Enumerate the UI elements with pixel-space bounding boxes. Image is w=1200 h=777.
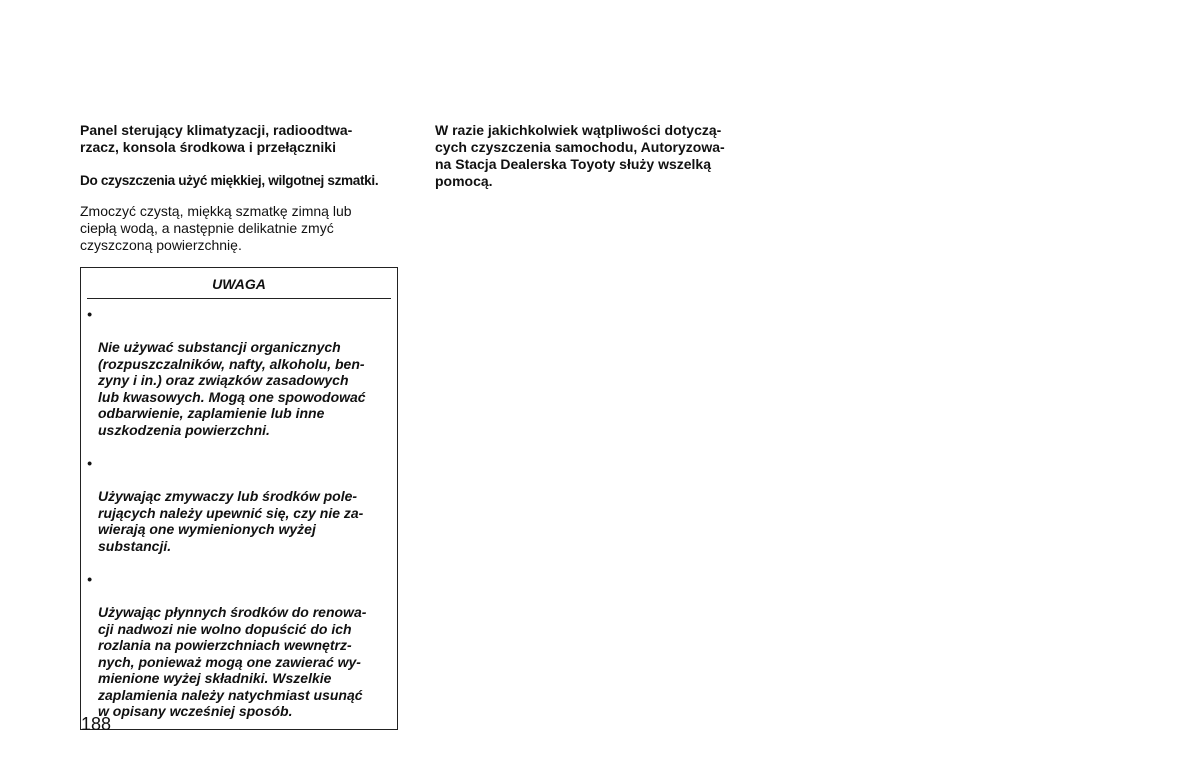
warning-item [87, 455, 391, 554]
page-number: 188 [81, 714, 112, 734]
left-column [80, 122, 402, 730]
warning-item-text: Nie używać substancji organicznych (rozpuszczalników, nafty, alkoholu, ben- zyny i in.) oraz związków zasadowych lub kwasowych. Mogą one spowodować odbarwienie, zaplamienie lub inne uszkodzenia powierzchni. [98, 339, 366, 438]
dealer-help-note: W razie jakichkolwiek wątpliwości dotyczą- cych czyszczenia samochodu, Autoryzowa- na Stacja Dealerska Toyoty służy wszelką pomocą. [435, 122, 725, 189]
warning-title: UWAGA [212, 276, 266, 292]
section-subheading: Do czyszczenia użyć miękkiej, wilgotnej szmatki. [80, 173, 379, 188]
warning-box [80, 267, 398, 730]
right-column [435, 122, 757, 190]
bullet-icon: • [87, 571, 92, 587]
warning-item [87, 306, 391, 438]
warning-item-text: Używając zmywaczy lub środków pole- rujących należy upewnić się, czy nie za- wierają one wymienionych wyżej substancji. [98, 488, 364, 554]
warning-item-text: Używając płynnych środków do renowa- cji nadwozi nie wolno dopuścić do ich rozlania na powierzchniach wewnętrz- nych, ponieważ mogą one zawierać wy- mienione wyżej składniki. Wszelkie zaplamienia należy natychmiast usunąć w opisany wcześniej sposób. [98, 604, 367, 719]
warning-divider [87, 298, 391, 299]
bullet-icon: • [87, 306, 92, 322]
warning-item [87, 571, 391, 720]
section-heading: Panel sterujący klimatyzacji, radioodtwa- rzacz, konsola środkowa i przełączniki [80, 122, 353, 155]
bullet-icon: • [87, 455, 92, 471]
cleaning-instructions: Zmoczyć czystą, miękką szmatkę zimną lub ciepłą wodą, a następnie delikatnie zmyć czyszczoną powierzchnię. [80, 203, 352, 253]
warning-list [87, 306, 391, 720]
